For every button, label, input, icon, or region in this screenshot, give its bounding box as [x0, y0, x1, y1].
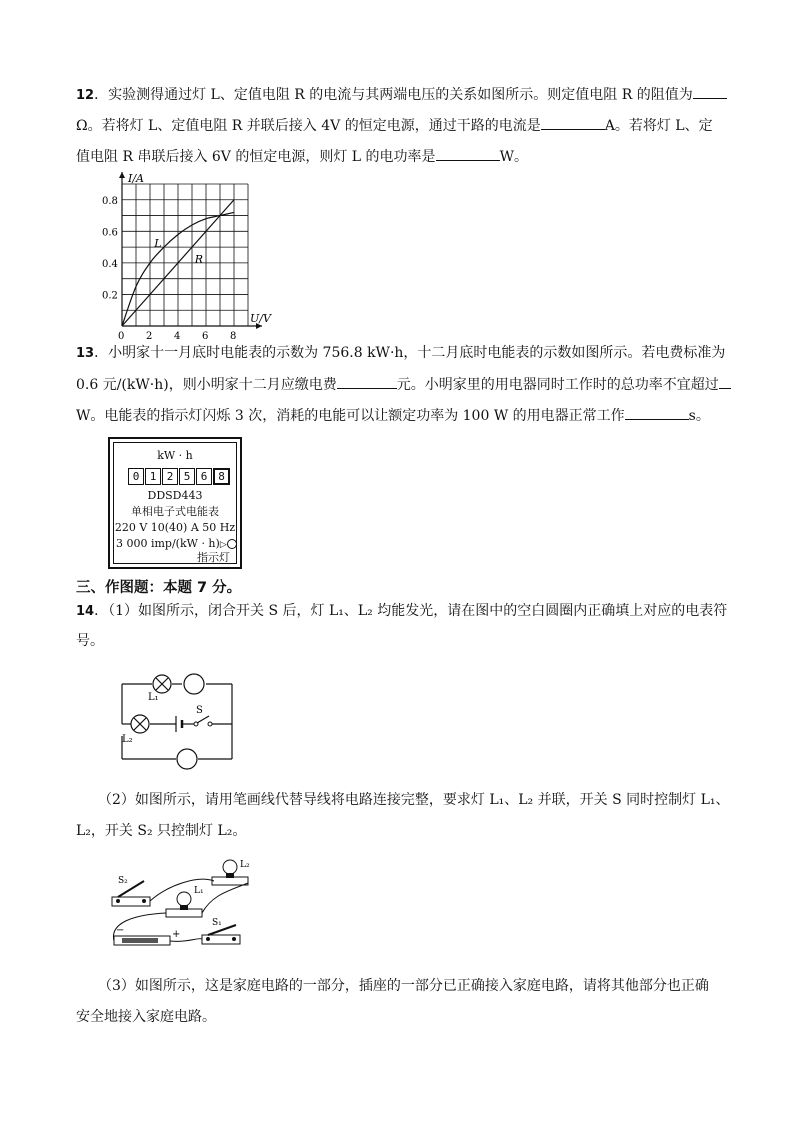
q12-text-2b: A。若将灯 L、定: [604, 118, 713, 134]
q12-number: 12: [76, 88, 95, 103]
label-l1-c2: L₁: [194, 886, 204, 896]
chart-y-label: I/A: [128, 172, 144, 185]
meter-spec: 220 V 10(40) A 50 Hz: [114, 521, 236, 534]
q12-line-3: [76, 146, 528, 167]
x-tick-label: 8: [230, 331, 237, 340]
meter-digit: 1: [145, 468, 161, 485]
q13-blank-2[interactable]: [719, 374, 731, 389]
q12-text-3b: W。: [499, 149, 528, 165]
y-axis-arrow-icon: [119, 172, 125, 178]
section-3-title: 三、作图题：本题 7 分。: [76, 580, 242, 596]
meter-digit: 2: [162, 468, 178, 485]
label-l1: L₁: [148, 692, 159, 703]
q12-blank-2[interactable]: [541, 115, 605, 130]
meter-digit: 0: [128, 468, 144, 485]
blank-meter-circle-top[interactable]: [184, 674, 204, 694]
q12-line-2: [76, 115, 713, 136]
y-tick-label: 0.4: [102, 258, 118, 270]
q13-text-1: ．小明家十一月底时电能表的示数为 756.8 kW·h，十二月底时电能表的示数如图所示。若电费标准为: [94, 345, 726, 361]
q13-blank-1[interactable]: [337, 374, 397, 389]
meter-digit: 5: [179, 468, 195, 485]
q14-line-2b: L₂，开关 S₂ 只控制灯 L₂。: [76, 823, 247, 839]
lamp-l2-icon: [131, 715, 149, 733]
battery-icon: [176, 716, 182, 732]
electricity-meter: [108, 437, 242, 569]
q14-line-1: [76, 601, 727, 622]
iu-chart: [100, 170, 290, 340]
meter-name: 单相电子式电能表: [131, 505, 219, 518]
x-tick-label: 6: [202, 331, 209, 340]
indicator-light-icon: [227, 539, 237, 549]
series-label-R: R: [194, 252, 204, 266]
circuit-diagram-1: [112, 672, 242, 774]
label-plus: +: [172, 929, 181, 940]
q12-blank-1[interactable]: [693, 84, 727, 99]
label-l2-c2: L₂: [240, 860, 250, 870]
series-label-L: L: [154, 237, 162, 251]
label-l2: L₂: [122, 734, 133, 745]
q14-line-2a: （2）如图所示，请用笔画线代替导线将电路连接完整，要求灯 L₁、L₂ 并联，开关 S 同时控制灯 L₁、: [98, 792, 730, 808]
x-tick-label: 4: [174, 331, 181, 340]
label-s: S: [196, 705, 203, 716]
q13-line-2: [76, 374, 731, 395]
y-tick-label: 0.6: [102, 227, 118, 239]
y-tick-label: 0.2: [102, 290, 118, 302]
meter-digit: 6: [196, 468, 212, 485]
q14-number: 14: [76, 604, 95, 619]
meter-indicator-label: 指示灯: [197, 551, 230, 564]
q14-line-1b: 号。: [76, 633, 104, 649]
indicator-arrow-icon: ▷: [219, 540, 227, 550]
x-tick-label: 2: [146, 331, 153, 340]
q13-blank-3[interactable]: [625, 405, 689, 420]
q12-text-1: ．实验测得通过灯 L、定值电阻 R 的电流与其两端电压的关系如图所示。则定值电阻 R 的阻值为: [94, 87, 693, 103]
circuit-diagram-2: [108, 855, 258, 955]
switch-s-icon: [194, 716, 212, 726]
blank-meter-circle-bottom[interactable]: [177, 749, 197, 769]
q13-text-3b: s。: [688, 408, 710, 424]
label-s1: S₁: [212, 918, 222, 928]
q12-text-3a: 值电阻 R 串联后接入 6V 的恒定电源，则灯 L 的电功率是: [76, 149, 436, 165]
chart-x-label: U/V: [250, 312, 271, 325]
battery-physical-icon: [114, 936, 170, 945]
q13-text-2a: 0.6 元/(kW·h)，则小明家十二月应缴电费: [76, 377, 337, 393]
q14-line-3a: （3）如图所示，这是家庭电路的一部分，插座的一部分已正确接入家庭电路，请将其他部分也正确: [98, 978, 709, 994]
meter-imp-row: [116, 537, 238, 552]
meter-digits: [128, 468, 230, 485]
meter-imp: 3 000 imp/(kW · h): [116, 537, 220, 550]
q13-text-2b: 元。小明家里的用电器同时工作时的总功率不宜超过: [396, 377, 719, 393]
q12-blank-3[interactable]: [436, 146, 500, 161]
q13-number: 13: [76, 346, 95, 361]
meter-digit-decimal: 8: [213, 468, 230, 485]
meter-model: DDSD443: [147, 489, 203, 502]
lamp-l1-icon: [153, 675, 171, 693]
meter-unit: kW · h: [157, 449, 193, 462]
label-s2: S₂: [118, 876, 128, 886]
q13-line-3: [76, 405, 710, 426]
q13-text-3a: W。电能表的指示灯闪烁 3 次，消耗的电能可以让额定功率为 100 W 的用电器正常工作: [76, 408, 625, 424]
label-minus: −: [116, 925, 125, 936]
y-tick-label: 0.8: [102, 195, 118, 207]
q12-line-1: [76, 84, 727, 106]
q14-text-1a: ．（1）如图所示，闭合开关 S 后，灯 L₁、L₂ 均能发光，请在图中的空白圆圈内正确填上对应的电表符: [94, 603, 728, 619]
x-tick-label: 0: [118, 331, 125, 340]
q14-line-3b: 安全地接入家庭电路。: [76, 1009, 216, 1025]
q13-line-1: [76, 343, 725, 364]
q12-text-2a: Ω。若将灯 L、定值电阻 R 并联后接入 4V 的恒定电源，通过干路的电流是: [76, 118, 541, 134]
